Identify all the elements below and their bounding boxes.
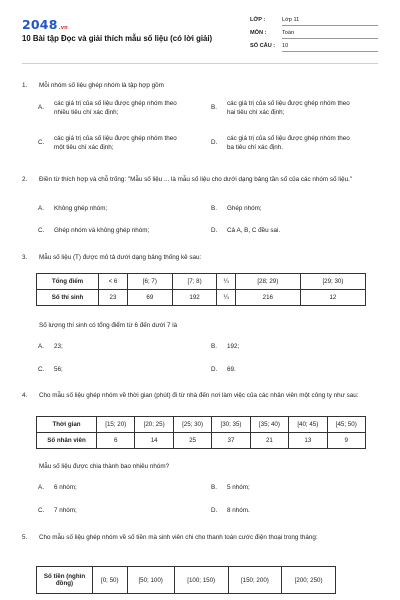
table-cell: 69 — [127, 290, 172, 306]
meta-underline — [282, 51, 378, 52]
document-title: 10 Bài tập Đọc và giải thích mẫu số liệu (có lời giải) — [22, 34, 213, 43]
option-text: 5 nhóm; — [227, 484, 250, 491]
table-cell: 23 — [99, 290, 128, 306]
option-text: 192; — [227, 343, 240, 350]
table-cell: 25 — [173, 433, 211, 449]
meta-label: MÔN : — [250, 30, 267, 36]
table-cell: [20; 25) — [135, 417, 173, 433]
table-row — [37, 274, 366, 290]
question-text: Mẫu số liệu (T) được mô tả dưới dạng bảng thống kê sau: — [39, 254, 202, 261]
site-logo[interactable] — [22, 17, 68, 32]
table-cell: [25; 30) — [173, 417, 211, 433]
meta-count — [250, 43, 378, 49]
table-row — [37, 567, 336, 594]
question-number: 5. — [22, 534, 28, 541]
meta-value: Lớp 11 — [282, 17, 300, 23]
option-text: Cả A, B, C đều sai. — [227, 227, 281, 234]
option-label: D. — [211, 139, 218, 146]
option-text: 7 nhóm; — [54, 507, 77, 514]
table-cell: Số tiền (nghìn đồng) — [37, 567, 93, 594]
table-cell: < 6 — [99, 274, 128, 290]
question-text: Mỗi nhóm số liệu ghép nhóm là tập hợp gồm — [39, 82, 164, 89]
meta-subject — [250, 30, 378, 36]
table-cell: [7; 8) — [172, 274, 217, 290]
option-label: A. — [38, 343, 44, 350]
question-text: Điền từ thích hợp và chỗ trống: "Mẫu số liệu ... là mẫu số liệu cho dưới dạng bảng tần số của các nhóm số liệu." — [39, 176, 353, 183]
header-divider — [22, 63, 378, 64]
table-cell: [30; 35) — [212, 417, 250, 433]
option-label: A. — [38, 205, 44, 212]
option-text: các giá trị của số liệu được ghép nhóm theo nhiều tiêu chí xác định; — [54, 100, 177, 116]
table-row — [37, 417, 366, 433]
option-text: Ghép nhóm; — [227, 205, 262, 212]
table-cell: Số thí sinh — [37, 290, 99, 306]
option-label: A. — [38, 484, 44, 491]
meta-label: LỚP : — [250, 17, 266, 23]
phone-bill-table — [36, 566, 336, 594]
option-text: các giá trị của số liệu được ghép nhóm theo hai tiêu chí xác định; — [227, 100, 350, 116]
table-row — [37, 290, 366, 306]
table-cell: [45; 50) — [327, 417, 365, 433]
question-number: 3. — [22, 254, 28, 261]
option-label: C. — [38, 139, 45, 146]
option-label: D. — [211, 507, 218, 514]
question-subtext: Mẫu số liệu được chia thành bao nhiêu nhóm? — [39, 463, 170, 470]
table-cell: 37 — [212, 433, 250, 449]
table-cell: [40; 45) — [289, 417, 327, 433]
table-cell: Tổng điểm — [37, 274, 99, 290]
meta-class — [250, 17, 378, 23]
option-label: B. — [211, 484, 217, 491]
option-text: 6 nhóm; — [54, 484, 77, 491]
question-text: Cho mẫu số liệu ghép nhóm về số tiền mà sinh viên chi cho thanh toán cước điện thoại trong tháng: — [39, 534, 318, 541]
option-text: 69. — [227, 366, 236, 373]
question-number: 2. — [22, 176, 28, 183]
option-text: các giá trị của số liệu được ghép nhóm theo ba tiêu chí xác định. — [227, 135, 350, 151]
option-label: A. — [38, 104, 44, 111]
table-cell: [150; 200) — [228, 567, 282, 594]
option-label: D. — [211, 366, 218, 373]
option-text: 8 nhóm. — [227, 507, 250, 514]
table-cell: [35; 40) — [250, 417, 288, 433]
option-label: C. — [38, 366, 45, 373]
option-text: 23; — [54, 343, 63, 350]
question-number: 4. — [22, 392, 28, 399]
table-cell: Số nhân viên — [37, 433, 97, 449]
table-cell: ¼ — [217, 274, 235, 290]
table-row — [37, 433, 366, 449]
table-cell: 6 — [97, 433, 135, 449]
question-text: Cho mẫu số liệu ghép nhóm về thời gian (phút) đi từ nhà đến nơi làm việc của các nhân viên một công ty như sau: — [39, 392, 359, 399]
question-number: 1. — [22, 82, 28, 89]
table-cell: [15; 20) — [97, 417, 135, 433]
score-table — [36, 273, 366, 306]
meta-underline — [282, 38, 378, 39]
table-cell: 192 — [172, 290, 217, 306]
table-cell: 13 — [289, 433, 327, 449]
option-label: C. — [38, 507, 45, 514]
option-text: Ghép nhóm và không ghép nhóm; — [54, 227, 150, 234]
table-cell: [50; 100) — [127, 567, 174, 594]
table-cell: [100; 150) — [174, 567, 228, 594]
table-cell: [29; 30) — [300, 274, 365, 290]
option-label: B. — [211, 205, 217, 212]
meta-value: 10 — [282, 43, 289, 49]
table-cell: 12 — [300, 290, 365, 306]
meta-underline — [282, 25, 378, 26]
table-cell: 14 — [135, 433, 173, 449]
logo-text: 2048 — [22, 17, 58, 32]
table-cell: [0; 50) — [93, 567, 128, 594]
table-cell: ¼ — [217, 290, 235, 306]
option-label: B. — [211, 343, 217, 350]
table-cell: [200; 250) — [282, 567, 336, 594]
table-cell: [28; 29) — [235, 274, 300, 290]
meta-value: Toán — [282, 30, 295, 36]
question-subtext: Số lượng thí sinh có tổng điểm từ 6 đến dưới 7 là — [39, 322, 178, 329]
table-cell: 9 — [327, 433, 365, 449]
meta-label: SỐ CÂU : — [250, 43, 276, 49]
option-label: D. — [211, 227, 218, 234]
table-cell: [6; 7) — [127, 274, 172, 290]
commute-table — [36, 416, 366, 449]
logo-suffix: .vn — [58, 25, 68, 31]
option-text: các giá trị của số liệu được ghép nhóm theo một tiêu chí xác định; — [54, 135, 177, 151]
option-label: B. — [211, 104, 217, 111]
table-cell: Thời gian — [37, 417, 97, 433]
option-text: Không ghép nhóm; — [54, 205, 108, 212]
table-cell: 21 — [250, 433, 288, 449]
option-text: 56; — [54, 366, 63, 373]
table-cell: 216 — [235, 290, 300, 306]
option-label: C. — [38, 227, 45, 234]
